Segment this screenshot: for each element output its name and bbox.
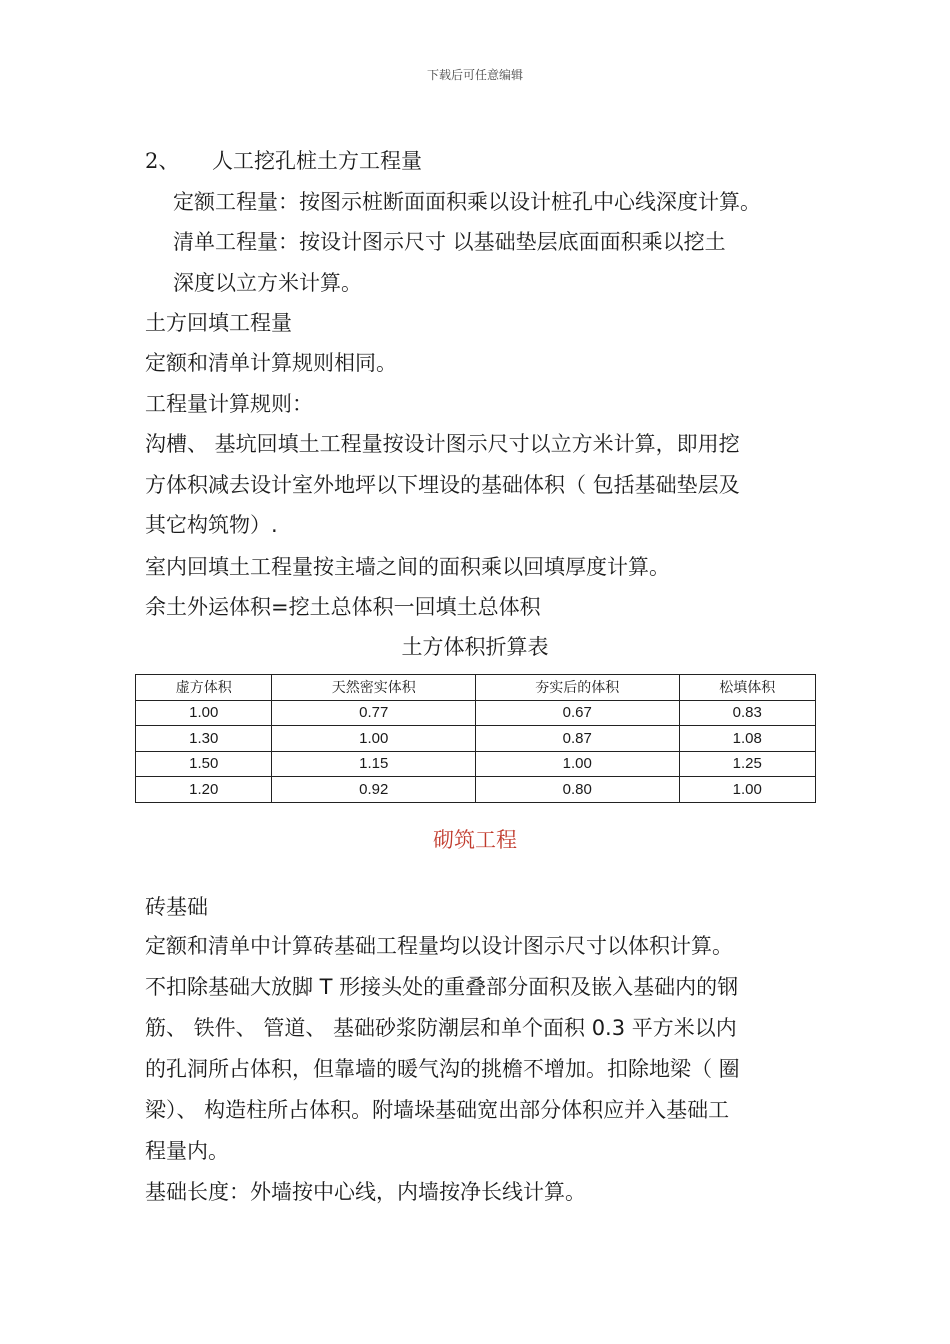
- page-header: 下载后可任意编辑: [426, 68, 523, 82]
- paragraph-line: 定额和清单中计算砖基础工程量均以设计图示尺寸以体积计算。: [145, 934, 733, 958]
- table-header-cell: 虚方体积: [136, 675, 272, 701]
- paragraph-line: 筋、 铁件、 管道、 基础砂浆防潮层和单个面积 0.3 平方米以内: [145, 1016, 737, 1040]
- table-cell: 0.77: [272, 700, 476, 726]
- table-row: [136, 726, 816, 752]
- paragraph-line: 程量内。: [145, 1139, 229, 1163]
- table-cell: 0.87: [475, 726, 679, 752]
- table-cell: 1.25: [679, 751, 816, 777]
- paragraph-line: 余土外运体积=挖土总体积一回填土总体积: [145, 595, 541, 619]
- paragraph-line: 室内回填土工程量按主墙之间的面积乘以回填厚度计算。: [145, 555, 670, 579]
- paragraph-line: 梁）、 构造柱所占体积。附墙垛基础宽出部分体积应并入基础工: [145, 1098, 730, 1122]
- paragraph-heading: 砖基础: [145, 895, 208, 919]
- paragraph-line: 工程量计算规则：: [145, 392, 313, 416]
- table-header-cell: 松填体积: [679, 675, 816, 701]
- paragraph-line: 沟槽、 基坑回填土工程量按设计图示尺寸以立方米计算，即用挖: [145, 432, 740, 456]
- paragraph-line: 的孔洞所占体积，但靠墙的暖气沟的挑檐不增加。扣除地梁（ 圈: [145, 1057, 740, 1081]
- table-header-cell: 天然密实体积: [272, 675, 476, 701]
- table-row: [136, 700, 816, 726]
- paragraph-heading: 土方回填工程量: [145, 311, 292, 335]
- paragraph-line: 方体积减去设计室外地坪以下埋设的基础体积（ 包括基础垫层及: [145, 473, 740, 497]
- table-cell: 1.50: [136, 751, 272, 777]
- table-row: [136, 777, 816, 803]
- table-cell: 1.15: [272, 751, 476, 777]
- table-cell: 0.67: [475, 700, 679, 726]
- table-cell: 1.00: [475, 751, 679, 777]
- table-cell: 1.00: [136, 700, 272, 726]
- conversion-table: [135, 674, 816, 803]
- section-number: 2、: [145, 149, 180, 173]
- table-header-row: [136, 675, 816, 701]
- table-cell: 0.83: [679, 700, 816, 726]
- paragraph-line: 清单工程量：按设计图示尺寸 以基础垫层底面面积乘以挖土: [173, 230, 726, 254]
- table-title: 土方体积折算表: [401, 635, 549, 659]
- table-cell: 0.80: [475, 777, 679, 803]
- table-cell: 1.30: [136, 726, 272, 752]
- section-title: 人工挖孔桩土方工程量: [212, 149, 422, 173]
- paragraph-line: 基础长度：外墙按中心线，内墙按净长线计算。: [145, 1180, 586, 1204]
- paragraph-line: 定额和清单计算规则相同。: [145, 351, 397, 375]
- table-cell: 1.00: [272, 726, 476, 752]
- table-cell: 1.20: [136, 777, 272, 803]
- paragraph-line: 其它构筑物）.: [145, 513, 278, 537]
- table-cell: 0.92: [272, 777, 476, 803]
- paragraph-line: 定额工程量：按图示桩断面面积乘以设计桩孔中心线深度计算。: [173, 190, 761, 214]
- table-header-cell: 夯实后的体积: [475, 675, 679, 701]
- table-cell: 1.00: [679, 777, 816, 803]
- table-cell: 1.08: [679, 726, 816, 752]
- paragraph-line: 不扣除基础大放脚 T 形接头处的重叠部分面积及嵌入基础内的钢: [145, 975, 739, 999]
- section-title-masonry: 砌筑工程: [433, 828, 517, 852]
- paragraph-line: 深度以立方米计算。: [173, 271, 362, 295]
- section-heading: [145, 147, 422, 175]
- table-row: [136, 751, 816, 777]
